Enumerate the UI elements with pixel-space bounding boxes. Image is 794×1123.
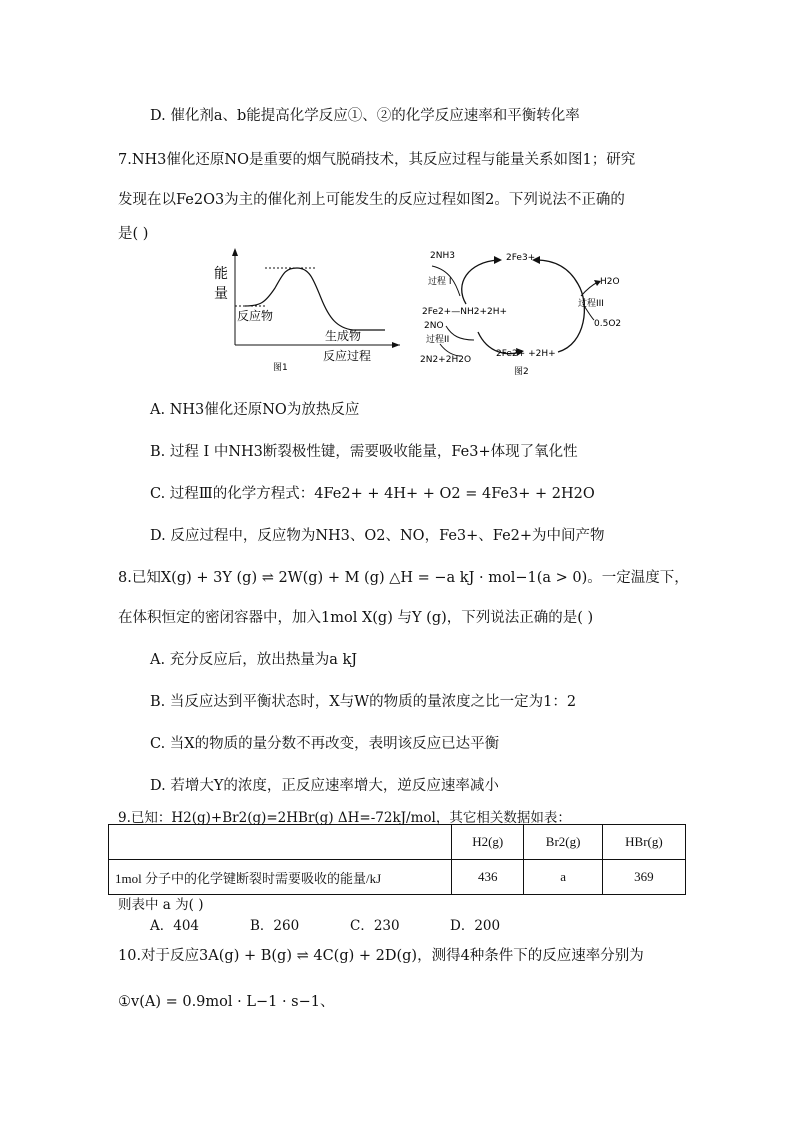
q8-stem-line2: 在体积恒定的密闭容器中，加入1mol X(g) 与Y (g)，下列说法正确的是( ) bbox=[118, 610, 594, 626]
q6-option-d: D. 催化剂a、b能提高化学反应①、②的化学反应速率和平衡转化率 bbox=[150, 108, 580, 124]
fig2-fe2h: 2Fe2+ +2H+ bbox=[496, 349, 556, 359]
q8-option-d: D. 若增大Y的浓度，正反应速率增大，逆反应速率减小 bbox=[150, 778, 499, 794]
table-header-cell: Br2(g) bbox=[524, 825, 602, 860]
fig2-process-2: 过程II bbox=[426, 335, 450, 345]
table-cell: 436 bbox=[452, 860, 524, 895]
q7-stem-line3: 是( ) bbox=[118, 226, 149, 242]
q7-option-a: A. NH3催化还原NO为放热反应 bbox=[150, 402, 360, 418]
fig1-caption: 图1 bbox=[273, 363, 288, 373]
fig2-fe3-top: 2Fe3+ bbox=[506, 253, 536, 263]
fig2-nh2: 2Fe2+—NH2+2H+ bbox=[422, 307, 508, 317]
q9-question: 则表中 a 为( ) bbox=[118, 897, 204, 913]
fig2-process-1: 过程 I bbox=[428, 277, 452, 287]
table-header-cell: H2(g) bbox=[452, 825, 524, 860]
table-cell: 369 bbox=[602, 860, 685, 895]
figure-1-energy-diagram bbox=[205, 248, 400, 373]
fig2-nh3: 2NH3 bbox=[430, 251, 455, 261]
fig1-product-label: 生成物 bbox=[325, 329, 362, 343]
fig1-reactant-label: 反应物 bbox=[237, 309, 274, 323]
fig2-h2o: H2O bbox=[600, 277, 620, 287]
fig1-xlabel: 反应过程 bbox=[323, 349, 372, 363]
q9-option-a: A．404 bbox=[150, 918, 200, 934]
table-header-row bbox=[109, 825, 686, 860]
q7-option-d: D. 反应过程中，反应物为NH3、O2、NO，Fe3+、Fe2+为中间产物 bbox=[150, 528, 605, 544]
q7-stem-line2: 发现在以Fe2O3为主的催化剂上可能发生的反应过程如图2。下列说法不正确的 bbox=[118, 192, 625, 208]
q7-option-c: C. 过程Ⅲ的化学方程式：4Fe2+ + 4H+ + O2 = 4Fe3+ + 2H2O bbox=[150, 486, 595, 502]
q8-option-c: C. 当X的物质的量分数不再改变，表明该反应已达平衡 bbox=[150, 736, 500, 752]
q8-stem-line1: 8.已知X(g) + 3Y (g) ⇌ 2W(g) + M (g) △H = −a kJ · mol−1(a > 0)。一定温度下， bbox=[118, 570, 689, 586]
q10-item-1: ①v(A) = 0.9mol · L−1 · s−1、 bbox=[118, 994, 335, 1010]
table-header-cell bbox=[109, 825, 452, 860]
fig2-n2: 2N2+2H2O bbox=[420, 355, 472, 365]
fig1-ylabel-1: 能 bbox=[214, 266, 228, 282]
q7-option-b: B. 过程 I 中NH3断裂极性键，需要吸收能量，Fe3+体现了氧化性 bbox=[150, 444, 578, 460]
q8-option-b: B. 当反应达到平衡状态时，X与W的物质的量浓度之比一定为1：2 bbox=[150, 694, 577, 710]
q9-options bbox=[150, 914, 550, 934]
q9-option-c: C．230 bbox=[350, 918, 400, 934]
fig2-o2: 0.5O2 bbox=[594, 319, 622, 329]
q9-option-d: D．200 bbox=[450, 918, 501, 934]
fig2-caption: 图2 bbox=[514, 367, 529, 376]
q9-bond-energy-table bbox=[108, 824, 686, 895]
fig2-no: 2NO bbox=[424, 321, 444, 331]
fig2-process-3: 过程III bbox=[578, 299, 604, 309]
q7-stem-line1: 7.NH3催化还原NO是重要的烟气脱硝技术，其反应过程与能量关系如图1；研究 bbox=[118, 152, 636, 168]
q8-option-a: A. 充分反应后，放出热量为a kJ bbox=[150, 652, 358, 668]
q10-stem: 10.对于反应3A(g) + B(g) ⇌ 4C(g) + 2D(g)，测得4种条件下的反应速率分别为 bbox=[118, 948, 644, 964]
table-cell: 1mol 分子中的化学键断裂时需要吸收的能量/kJ bbox=[109, 860, 452, 895]
q9-option-b: B．260 bbox=[250, 918, 300, 934]
table-header-cell: HBr(g) bbox=[602, 825, 685, 860]
figure-2-reaction-cycle bbox=[418, 244, 638, 376]
table-row bbox=[109, 860, 686, 895]
table-cell: a bbox=[524, 860, 602, 895]
q9-stem: 9.已知：H2(g)+Br2(g)=2HBr(g) ΔH=-72kJ/mol，其它相关数据如表： bbox=[118, 810, 571, 826]
fig1-ylabel-2: 量 bbox=[214, 286, 228, 302]
